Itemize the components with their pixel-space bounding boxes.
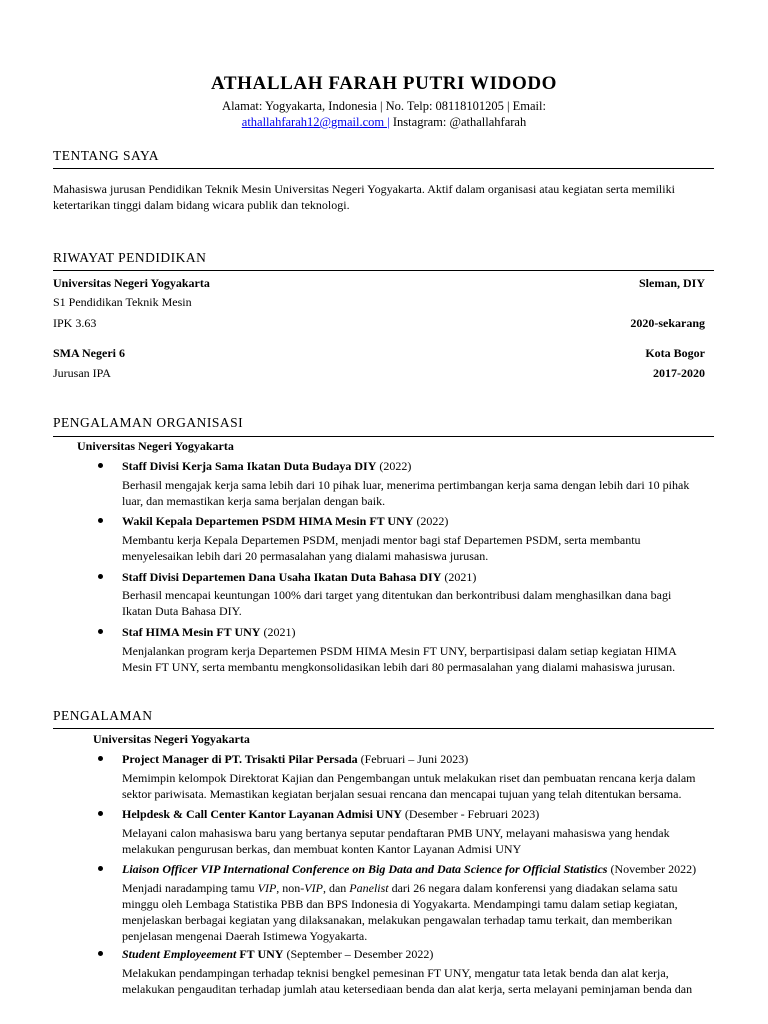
experience-section-title: PENGALAMAN <box>53 708 153 723</box>
desc-text: , dan <box>322 881 350 895</box>
organization-desc: Berhasil mencapai keuntungan 100% dari target yang ditentukan dan berkontribusi dalam menghasilkan dana bagi <box>122 588 672 602</box>
organization-year: (2021) <box>441 570 477 584</box>
section-divider <box>53 436 714 437</box>
desc-text: Menjadi naradamping tamu <box>122 881 258 895</box>
desc-italic: VIP <box>304 881 323 895</box>
experience-role: Liaison Officer VIP International Conference on Big Data and Data Science for Official Statistics <box>122 862 608 876</box>
bullet-icon <box>98 866 103 871</box>
section-divider <box>53 270 714 271</box>
about-line-1: Mahasiswa jurusan Pendidikan Teknik Mesin Universitas Negeri Yogyakarta. Aktif dalam organisasi atau kegiatan serta memiliki <box>53 182 675 196</box>
candidate-name: ATHALLAH FARAH PUTRI WIDODO <box>210 73 558 94</box>
experience-role-rest: FT UNY <box>236 947 284 961</box>
experience-period: (Desember - Februari 2023) <box>401 807 540 821</box>
bullet-icon <box>98 518 103 523</box>
education-major: S1 Pendidikan Teknik Mesin <box>53 295 192 309</box>
desc-italic: VIP <box>257 881 277 895</box>
bullet-icon <box>98 463 103 468</box>
desc-italic: Panelist <box>349 881 389 895</box>
organization-desc: Membantu kerja Kepala Departemen PSDM, menjadi mentor bagi staf Departemen PSDM, serta membantu <box>122 533 641 547</box>
about-section-title: TENTANG SAYA <box>53 148 160 163</box>
organization-year: (2022) <box>413 514 449 528</box>
education-period: 2020-sekarang <box>630 316 705 330</box>
bullet-icon <box>98 951 103 956</box>
bullet-icon <box>98 629 103 634</box>
organization-institution: Universitas Negeri Yogyakarta <box>77 439 234 453</box>
experience-desc: melakukan pengauditan terhadap jumlah atau ketersediaan benda dan alat kerja, serta melayani peminjaman benda dan <box>122 982 693 996</box>
experience-desc <box>122 880 727 896</box>
education-major: Jurusan IPA <box>53 366 111 380</box>
organization-section-title: PENGALAMAN ORGANISASI <box>53 415 244 430</box>
experience-period: (September – Desember 2022) <box>283 947 434 961</box>
organization-desc: luar, dan memastikan kerja sama berjalan dengan baik. <box>122 494 386 508</box>
desc-text: , non- <box>276 881 305 895</box>
experience-desc: Melayani calon mahasiswa baru yang bertanya seputar pendaftaran PMB UNY, melayani mahasiswa yang hendak <box>122 826 670 840</box>
experience-desc: minggu oleh Lembaga Statistika PBB dan BPS Indonesia di Yogyakarta. Mendampingi tamu dalam setiap kegiatan, <box>122 897 678 911</box>
experience-desc: menjelaskan berbagai kegiatan yang dilaksanakan, melakukan pengawalan terhadap tamu terkait, dan memberikan <box>122 913 673 927</box>
experience-desc: Melakukan pendampingan terhadap teknisi bengkel pemesinan FT UNY, mengatur tata letak benda dan alat kerja, <box>122 966 669 980</box>
education-location: Sleman, DIY <box>638 276 705 290</box>
education-school: SMA Negeri 6 <box>53 346 125 360</box>
education-location: Kota Bogor <box>645 346 705 360</box>
bullet-icon <box>98 811 103 816</box>
experience-role: Student Employeement <box>122 947 237 961</box>
organization-role: Staff Divisi Departemen Dana Usaha Ikatan Duta Bahasa DIY <box>122 570 442 584</box>
experience-desc: penjelasan mengenai Daerah Istimewa Yogyakarta. <box>122 929 368 943</box>
organization-desc: Berhasil mengajak kerja sama lebih dari 10 pihak luar, menerima pertimbangan kerja sama dengan lebih dari 10 pihak <box>122 478 690 492</box>
education-period: 2017-2020 <box>653 366 705 380</box>
education-section-title: RIWAYAT PENDIDIKAN <box>53 250 207 265</box>
education-school: Universitas Negeri Yogyakarta <box>53 276 210 290</box>
organization-role: Staf HIMA Mesin FT UNY <box>122 625 261 639</box>
instagram-handle: Instagram: @athallahfarah <box>389 115 527 129</box>
organization-role: Wakil Kepala Departemen PSDM HIMA Mesin FT UNY <box>122 514 414 528</box>
organization-year: (2022) <box>376 459 412 473</box>
contact-line-2 <box>0 115 768 130</box>
experience-desc: Memimpin kelompok Direktorat Kajian dan Pengembangan untuk melakukan riset dan pembuatan rencana kerja dalam <box>122 771 696 785</box>
bullet-icon <box>98 756 103 761</box>
organization-desc: Ikatan Duta Bahasa DIY. <box>122 604 242 618</box>
section-divider <box>53 168 714 169</box>
experience-period: (Februari – Juni 2023) <box>357 752 469 766</box>
organization-year: (2021) <box>260 625 296 639</box>
experience-desc: melakukan pengurusan berkas, dan membuat konten Kantor Layanan Admisi UNY <box>122 842 522 856</box>
education-gpa: IPK 3.63 <box>53 316 97 330</box>
about-line-2: ketertarikan tinggi dalam bidang wicara publik dan teknologi. <box>53 198 350 212</box>
section-divider <box>53 728 714 729</box>
organization-desc: Mesin FT UNY, serta membantu mengkonsolidasikan lebih dari 80 permasalahan yang dialami mahasiswa jurusan. <box>122 660 676 674</box>
organization-desc: Menjalankan program kerja Departemen PSDM HIMA Mesin FT UNY, berpartisipasi dalam setiap kegiatan HIMA <box>122 644 677 658</box>
desc-text: dari 26 negara dalam konferensi yang diadakan selama satu <box>388 881 678 895</box>
email-link[interactable]: athallahfarah12@gmail.com | <box>241 115 390 129</box>
experience-institution: Universitas Negeri Yogyakarta <box>93 732 250 746</box>
experience-role: Project Manager di PT. Trisakti Pilar Persada <box>122 752 358 766</box>
contact-line: Alamat: Yogyakarta, Indonesia | No. Telp: 08118101205 | Email: <box>222 99 546 113</box>
experience-desc: sektor pariwisata. Memastikan kegiatan berjalan sesuai rencana dan mencapai tujuan yang telah ditentukan bersama. <box>122 787 682 801</box>
experience-period: (November 2022) <box>607 862 697 876</box>
organization-role: Staff Divisi Kerja Sama Ikatan Duta Budaya DIY <box>122 459 377 473</box>
bullet-icon <box>98 574 103 579</box>
experience-role: Helpdesk & Call Center Kantor Layanan Admisi UNY <box>122 807 402 821</box>
organization-desc: menyelesaikan lebih dari 20 permasalahan yang dialami mahasiswa jurusan. <box>122 549 489 563</box>
